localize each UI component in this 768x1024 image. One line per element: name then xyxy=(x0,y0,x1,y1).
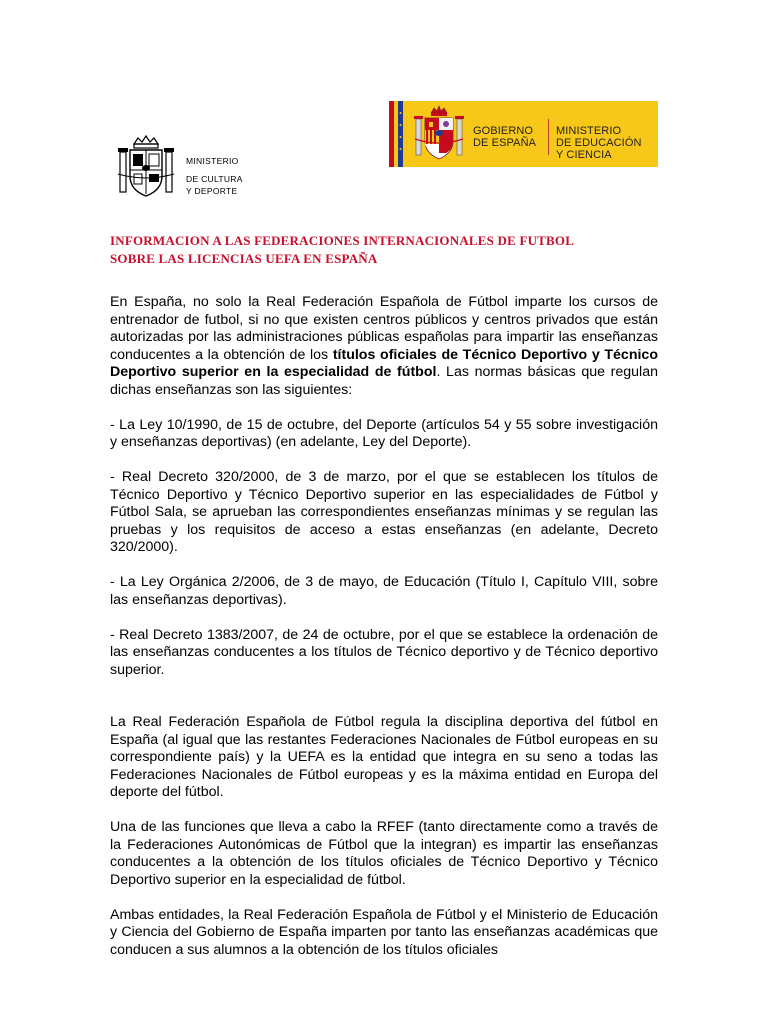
title-line1: INFORMACION A LAS FEDERACIONES INTERNACIONALES DE FUTBOL xyxy=(110,233,575,248)
paragraph-rfef-uefa: La Real Federación Española de Fútbol regula la disciplina deportiva del fútbol en España (al igual que las restantes Federaciones Nacionales de Fútbol europeas en su correspondiente país) y la UEFA es la entidad que integra en su seno a todas las Federaciones Nacionales de Fútbol europeas y es la máxima entidad en Europa del deporte del fútbol. xyxy=(110,714,658,800)
ministry-culture-logo xyxy=(116,134,276,204)
document-body xyxy=(110,294,658,959)
paragraph-rfef-funciones: Una de las funciones que lleva a cabo la RFEF (tanto directamente como a través de la Federaciones Autonómicas de Fútbol que la integran) es impartir las enseñanzas conducentes a la obtención de los títulos oficiales de Técnico Deportivo y Técnico Deportivo superior en la especialidad de fútbol. xyxy=(110,819,658,888)
paragraph-real-decreto-1383: - Real Decreto 1383/2007, de 24 de octubre, por el que se establece la ordenación de las enseñanzas conducentes a los títulos de Técnico deportivo y de Técnico deportivo superior. xyxy=(110,626,658,678)
paragraph-ambas-entidades: Ambas entidades, la Real Federación Española de Fútbol y el Ministerio de Educación y Ciencia del Gobierno de España imparten por tanto las enseñanzas académicas que conducen a sus alumnos a la obtención de los títulos oficiales xyxy=(110,906,658,958)
flag-strip-icon xyxy=(389,101,403,167)
logo-text-line2: DE CULTURA xyxy=(186,174,243,184)
paragraph-intro-text-b: . Las normas básicas que regulan dichas enseñanzas son las siguientes: xyxy=(110,364,658,398)
document-title xyxy=(110,232,658,268)
paragraph-ley-educacion: - La Ley Orgánica 2/2006, de 3 de mayo, de Educación (Título I, Capítulo VIII, sobre las enseñanzas deportivas). xyxy=(110,574,658,608)
government-banner xyxy=(389,101,658,167)
spain-coat-of-arms-icon xyxy=(413,105,465,163)
paragraph-real-decreto-320: - Real Decreto 320/2000, de 3 de marzo, por el que se establecen los títulos de Técnico Deportivo y Técnico Deportivo superior en las especialidades de Fútbol y Fútbol Sala, se aprueban las correspondientes enseñanzas mínimas y se regulan las pruebas y los requisitos de acceso a estas enseñanzas (en adelante, Decreto 320/2000). xyxy=(110,469,658,555)
paragraph-intro-bold: títulos oficiales de Técnico Deportivo y Técnico Deportivo superior en la especialidad de fútbol xyxy=(110,346,658,380)
ministry-text-line2: DE EDUCACIÓN xyxy=(556,137,642,149)
logo-text-line1: MINISTERIO xyxy=(186,156,239,166)
title-line2: SOBRE LAS LICENCIAS UEFA EN ESPAÑA xyxy=(110,251,378,266)
coat-of-arms-icon xyxy=(116,134,176,200)
paragraph-ley-deporte: - La Ley 10/1990, de 15 de octubre, del Deporte (artículos 54 y 55 sobre investigación y enseñanzas deportivas) (en adelante, Ley del Deporte). xyxy=(110,416,658,450)
ministry-text-line3: Y CIENCIA xyxy=(556,149,612,161)
banner-divider xyxy=(548,119,549,155)
gobierno-text: GOBIERNO xyxy=(473,125,534,137)
logo-text-line3: Y DEPORTE xyxy=(186,186,238,196)
de-espana-text: DE ESPAÑA xyxy=(473,137,537,149)
paragraph-intro xyxy=(110,294,658,399)
paragraph-intro-text-a: En España, no solo la Real Federación Española de Fútbol imparte los cursos de entrenador de futbol, si no que existen centros públicos y centros privados que están autorizadas por las administraciones públicas españolas para impartir las enseñanzas conducentes a la obtención de los xyxy=(110,294,658,363)
ministry-text-line1: MINISTERIO xyxy=(556,125,622,137)
